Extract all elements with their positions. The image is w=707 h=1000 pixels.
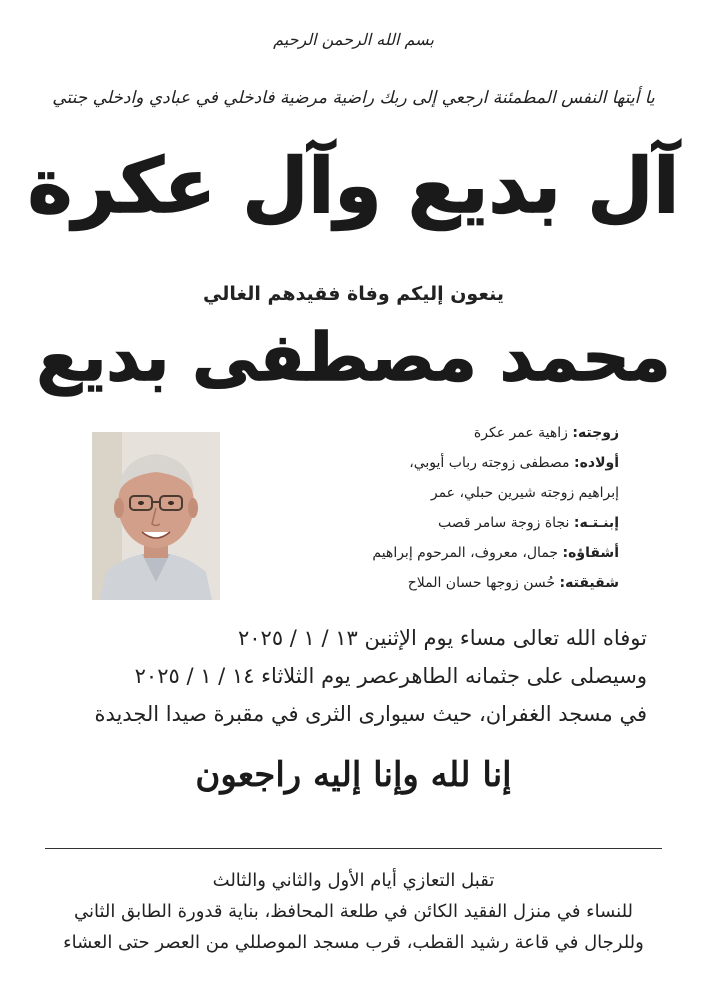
condolence-women: للنساء في منزل الفقيد الكائن في طلعة المحافظ، بناية قدورة الطابق الثاني xyxy=(73,901,634,922)
relative-value: إبراهيم زوجته شيرين حبلي، عمر xyxy=(430,485,619,501)
announcement-line: ينعون إليكم وفاة فقيدهم الغالي xyxy=(203,283,504,305)
deceased-name: محمد مصطفى بديع xyxy=(36,319,671,396)
death-line: توفاه الله تعالى مساء يوم الإثنين ١٣ / ١ / ٢٠٢٥ xyxy=(237,626,647,650)
relative-label: زوجته: xyxy=(572,425,619,441)
relative-value: مصطفى زوجته رباب أيوبي، xyxy=(409,455,570,471)
quran-verse: يا أيتها النفس المطمئنة ارجعي إلى ربك راضية مرضية فادخلي في عبادي وادخلي جنتي xyxy=(52,88,655,108)
relative-label: إبنـتـه: xyxy=(573,515,619,531)
relative-label: أشقاؤه: xyxy=(562,545,619,561)
condolence-men: وللرجال في قاعة رشيد القطب، قرب مسجد الموصللي من العصر حتى العشاء xyxy=(63,932,644,953)
relative-value: حُسن زوجها حسان الملاح xyxy=(407,575,556,591)
relative-label: شقيقته: xyxy=(559,575,619,591)
burial-line: في مسجد الغفران، حيث سيوارى الثرى في مقبرة صيدا الجديدة xyxy=(94,702,647,726)
basmala: بسم الله الرحمن الرحيم xyxy=(273,30,434,49)
relative-row xyxy=(372,546,619,560)
relative-row xyxy=(408,576,619,590)
relative-row xyxy=(438,516,619,530)
relative-value: زاهية عمر عكرة xyxy=(473,425,568,441)
closing-verse: إنا لله وإنا إليه راجعون xyxy=(195,755,512,795)
relative-value: نجاة زوجة سامر قصب xyxy=(438,515,570,531)
relative-row xyxy=(431,486,619,500)
family-name: آل بديع وآل عكرة xyxy=(27,141,680,230)
relative-row xyxy=(474,426,619,440)
relative-value: جمال، معروف، المرحوم إبراهيم xyxy=(372,545,559,561)
deceased-photo xyxy=(92,432,220,600)
condolence-days: تقبل التعازي أيام الأول والثاني والثالث xyxy=(212,870,495,891)
relative-label: أولاده: xyxy=(574,455,619,471)
relative-row xyxy=(409,456,619,470)
prayer-line: وسيصلى على جثمانه الطاهرعصر يوم الثلاثاء ١٤ / ١ / ٢٠٢٥ xyxy=(134,664,647,688)
divider xyxy=(45,848,662,849)
